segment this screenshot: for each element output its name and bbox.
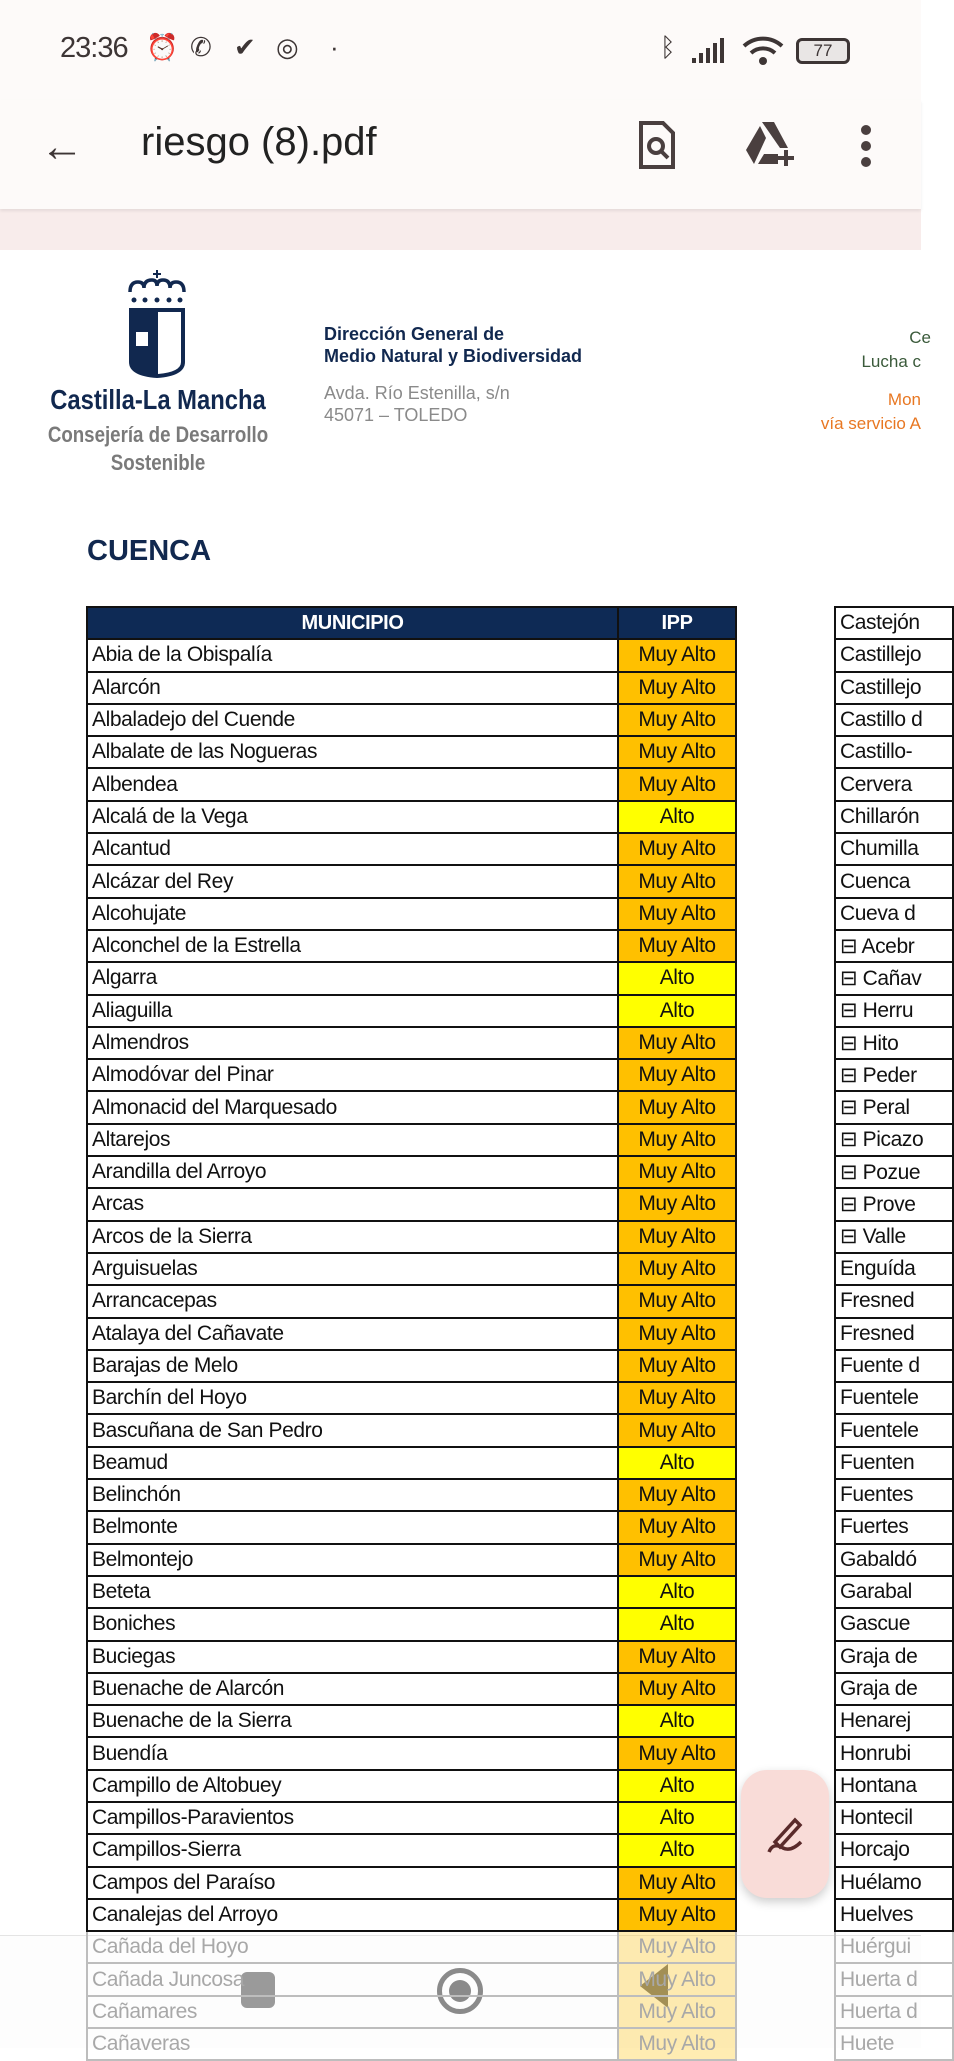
table-row <box>87 2028 736 2060</box>
municipio-cell: Arcos de la Sierra <box>87 1221 618 1253</box>
ipp-cell: Muy Alto <box>618 1479 736 1511</box>
header-municipio: MUNICIPIO <box>87 607 618 639</box>
municipio-cell: Castillo- <box>835 736 953 768</box>
app-bar <box>0 100 921 209</box>
ipp-cell: Muy Alto <box>618 704 736 736</box>
municipio-cell: Gabaldó <box>835 1544 953 1576</box>
table-row <box>835 1156 953 1188</box>
table-row <box>835 1576 953 1608</box>
table-row <box>87 801 736 833</box>
ipp-cell: Alto <box>618 1770 736 1802</box>
municipio-cell: Buciegas <box>87 1641 618 1673</box>
municipio-cell: ⊟ Herru <box>835 995 953 1027</box>
ipp-cell: Muy Alto <box>618 736 736 768</box>
municipio-cell: Albaladejo del Cuende <box>87 704 618 736</box>
ipp-cell: Alto <box>618 1802 736 1834</box>
right-header-line1: Ce <box>909 328 931 347</box>
table-row <box>835 1511 953 1543</box>
municipio-cell: Alcohujate <box>87 898 618 930</box>
table-row <box>87 898 736 930</box>
ipp-cell: Muy Alto <box>618 1318 736 1350</box>
ipp-cell: Muy Alto <box>618 1350 736 1382</box>
alarm-icon: ⏰ <box>146 32 179 62</box>
municipio-cell: Horcajo <box>835 1834 953 1866</box>
ipp-cell: Alto <box>618 1608 736 1640</box>
org-dept-line1: Consejería de Desarrollo <box>47 422 269 447</box>
table-row <box>87 1899 736 1931</box>
table-row <box>87 1641 736 1673</box>
ipp-cell: Muy Alto <box>618 1091 736 1123</box>
table-row <box>87 1511 736 1543</box>
table-row <box>835 639 953 671</box>
table-row <box>87 995 736 1027</box>
ipp-cell: Muy Alto <box>618 1673 736 1705</box>
table-row <box>87 1027 736 1059</box>
municipio-cell: ⊟ Valle <box>835 1221 953 1253</box>
municipio-cell: Albendea <box>87 768 618 800</box>
table-row <box>835 1641 953 1673</box>
municipio-cell: Huérgui <box>835 1931 953 1963</box>
table-row <box>87 1770 736 1802</box>
table-row <box>87 962 736 994</box>
ipp-cell: Muy Alto <box>618 1963 736 1995</box>
table-row <box>835 1124 953 1156</box>
status-time: 23:36 <box>60 32 128 64</box>
table-row <box>87 736 736 768</box>
municipio-cell: ⊟ Acebr <box>835 930 953 962</box>
table-row <box>87 1414 736 1446</box>
table-row <box>87 1285 736 1317</box>
find-in-page-icon[interactable] <box>637 120 677 170</box>
castilla-la-mancha-logo <box>126 270 188 380</box>
table-row <box>87 1705 736 1737</box>
annotate-pen-icon <box>763 1812 807 1856</box>
table-row <box>835 1382 953 1414</box>
section-title: CUENCA <box>87 535 212 567</box>
municipio-cell: Huélamo <box>835 1867 953 1899</box>
download-done-icon: ✔ <box>234 32 256 62</box>
ipp-cell: Muy Alto <box>618 1382 736 1414</box>
municipio-cell: Chumilla <box>835 833 953 865</box>
table-row <box>835 1350 953 1382</box>
table-row <box>835 898 953 930</box>
ipp-cell: Muy Alto <box>618 1931 736 1963</box>
municipio-cell: Alcantud <box>87 833 618 865</box>
bluetooth-icon: ᛒ <box>660 32 676 62</box>
municipio-cell: Castillejo <box>835 639 953 671</box>
header-ipp: IPP <box>618 607 736 639</box>
ipp-cell: Alto <box>618 1834 736 1866</box>
ipp-cell: Muy Alto <box>618 1253 736 1285</box>
table-row <box>87 1673 736 1705</box>
municipio-cell: ⊟ Cañav <box>835 962 953 994</box>
whatsapp-icon: ✆ <box>190 32 212 62</box>
municipio-cell: Canalejas del Arroyo <box>87 1899 618 1931</box>
table-row <box>87 1608 736 1640</box>
directorate-line1: Dirección General de <box>324 324 505 344</box>
address-line2: 45071 – TOLEDO <box>324 405 468 425</box>
table-row <box>835 1770 953 1802</box>
municipio-cell: Barajas de Melo <box>87 1350 618 1382</box>
directorate <box>324 323 582 367</box>
municipio-cell: Fresned <box>835 1318 953 1350</box>
table-row <box>87 704 736 736</box>
signal-icon <box>690 38 730 64</box>
municipio-cell: Buendía <box>87 1737 618 1769</box>
municipio-cell: Campillo de Altobuey <box>87 1770 618 1802</box>
table-row <box>87 1318 736 1350</box>
municipio-cell: Belmontejo <box>87 1544 618 1576</box>
table-row <box>87 1996 736 2028</box>
right-header-line3: Mon <box>887 390 921 409</box>
municipio-cell: Castillejo <box>835 672 953 704</box>
municipio-cell: Barchín del Hoyo <box>87 1382 618 1414</box>
table-row <box>835 607 953 639</box>
table-row <box>835 1091 953 1123</box>
ipp-cell: Muy Alto <box>618 1511 736 1543</box>
ipp-cell: Muy Alto <box>618 865 736 897</box>
ipp-cell: Alto <box>618 1447 736 1479</box>
municipio-cell: Aliaguilla <box>87 995 618 1027</box>
table-row <box>87 1447 736 1479</box>
ipp-cell: Muy Alto <box>618 1544 736 1576</box>
table-row <box>835 1253 953 1285</box>
table-row <box>835 672 953 704</box>
ipp-cell: Muy Alto <box>618 1641 736 1673</box>
municipio-cell: Honrubi <box>835 1737 953 1769</box>
municipio-cell: Bascuñana de San Pedro <box>87 1414 618 1446</box>
annotate-button[interactable] <box>741 1770 829 1898</box>
municipio-cell: Buenache de Alarcón <box>87 1673 618 1705</box>
municipio-cell: Fuentele <box>835 1414 953 1446</box>
address-line1: Avda. Río Estenilla, s/n <box>324 383 510 403</box>
municipio-cell: Almodóvar del Pinar <box>87 1059 618 1091</box>
ipp-cell: Alto <box>618 1576 736 1608</box>
ipp-cell: Muy Alto <box>618 1124 736 1156</box>
table-row <box>87 1867 736 1899</box>
municipio-cell: Fuente d <box>835 1350 953 1382</box>
table-row <box>835 704 953 736</box>
drive-add-icon[interactable] <box>742 120 798 170</box>
table-row <box>87 930 736 962</box>
table-row <box>835 1834 953 1866</box>
table-row <box>835 1673 953 1705</box>
municipio-cell: Almendros <box>87 1027 618 1059</box>
ipp-cell: Muy Alto <box>618 1156 736 1188</box>
wifi-icon <box>742 34 784 66</box>
municipio-cell: Castejón <box>835 607 953 639</box>
table-row <box>87 833 736 865</box>
municipio-cell: Huete <box>835 2028 953 2060</box>
table-row <box>835 1414 953 1446</box>
table-row <box>835 1802 953 1834</box>
ipp-cell: Muy Alto <box>618 1867 736 1899</box>
table-row <box>835 1221 953 1253</box>
table-row <box>835 1027 953 1059</box>
ipp-cell: Muy Alto <box>618 1285 736 1317</box>
municipio-cell: Alcázar del Rey <box>87 865 618 897</box>
municipio-cell: Arandilla del Arroyo <box>87 1156 618 1188</box>
directorate-line2: Medio Natural y Biodiversidad <box>324 346 583 366</box>
table-row <box>87 1479 736 1511</box>
table-row <box>87 1834 736 1866</box>
table-row <box>835 1963 953 1995</box>
battery-level: 77 <box>813 41 833 60</box>
table-row <box>835 1318 953 1350</box>
municipio-cell: ⊟ Picazo <box>835 1124 953 1156</box>
table-row <box>87 1188 736 1220</box>
ipp-cell: Alto <box>618 801 736 833</box>
municipio-cell: ⊟ Prove <box>835 1188 953 1220</box>
back-arrow-icon[interactable]: ← <box>40 122 84 171</box>
municipio-cell: Cañaveras <box>87 2028 618 2060</box>
municipio-cell: Huerta d <box>835 1996 953 2028</box>
municipio-cell: Huerta d <box>835 1963 953 1995</box>
table-row <box>835 1608 953 1640</box>
battery-icon <box>796 38 850 64</box>
ipp-cell: Muy Alto <box>618 1027 736 1059</box>
municipio-cell: Fuenten <box>835 1447 953 1479</box>
document-title: riesgo (8).pdf <box>141 120 377 164</box>
ipp-cell: Muy Alto <box>618 1899 736 1931</box>
table-row <box>835 1479 953 1511</box>
table-row <box>87 1963 736 1995</box>
municipio-cell: Cañada Juncosa <box>87 1963 618 1995</box>
table-row <box>87 639 736 671</box>
table-row <box>835 801 953 833</box>
instagram-icon: ◎ <box>276 32 299 62</box>
right-header-line2: Lucha c <box>861 352 921 371</box>
table-row <box>87 672 736 704</box>
table-row <box>87 1059 736 1091</box>
table-row <box>87 1091 736 1123</box>
municipio-cell: Fuentele <box>835 1382 953 1414</box>
municipio-cell: Huelves <box>835 1899 953 1931</box>
municipality-table-right <box>834 606 954 2061</box>
table-row <box>835 768 953 800</box>
municipio-cell: Atalaya del Cañavate <box>87 1318 618 1350</box>
municipio-cell: Albalate de las Nogueras <box>87 736 618 768</box>
table-row <box>87 1221 736 1253</box>
ipp-cell: Muy Alto <box>618 1221 736 1253</box>
table-row <box>87 1156 736 1188</box>
table-row <box>835 865 953 897</box>
municipio-cell: Arguisuelas <box>87 1253 618 1285</box>
table-row <box>835 833 953 865</box>
table-row <box>835 1285 953 1317</box>
org-name: Castilla-La Mancha <box>50 384 266 415</box>
municipio-cell: Graja de <box>835 1673 953 1705</box>
table-row <box>835 1188 953 1220</box>
municipio-cell: Belinchón <box>87 1479 618 1511</box>
ipp-cell: Muy Alto <box>618 1188 736 1220</box>
status-bar <box>0 0 921 100</box>
dot-icon: · <box>330 32 339 62</box>
table-row <box>835 995 953 1027</box>
table-row <box>87 865 736 897</box>
ipp-cell: Alto <box>618 995 736 1027</box>
municipio-cell: Belmonte <box>87 1511 618 1543</box>
table-row <box>87 1253 736 1285</box>
table-row <box>87 1544 736 1576</box>
municipio-cell: Buenache de la Sierra <box>87 1705 618 1737</box>
ipp-cell: Muy Alto <box>618 1996 736 2028</box>
municipio-cell: Arrancacepas <box>87 1285 618 1317</box>
ipp-cell: Alto <box>618 962 736 994</box>
address <box>324 382 510 426</box>
municipio-cell: Gascue <box>835 1608 953 1640</box>
ipp-cell: Muy Alto <box>618 1737 736 1769</box>
ipp-cell: Muy Alto <box>618 898 736 930</box>
table-row <box>835 1544 953 1576</box>
municipio-cell: Hontana <box>835 1770 953 1802</box>
table-row <box>835 1996 953 2028</box>
municipio-cell: Cuenca <box>835 865 953 897</box>
municipio-cell: Algarra <box>87 962 618 994</box>
municipio-cell: ⊟ Hito <box>835 1027 953 1059</box>
table-row <box>87 1350 736 1382</box>
municipio-cell: Graja de <box>835 1641 953 1673</box>
ipp-cell: Muy Alto <box>618 1414 736 1446</box>
table-row <box>87 768 736 800</box>
right-header-line4: vía servicio A <box>820 414 921 433</box>
municipio-cell: Beamud <box>87 1447 618 1479</box>
municipio-cell: Campos del Paraíso <box>87 1867 618 1899</box>
municipio-cell: Arcas <box>87 1188 618 1220</box>
municipio-cell: Almonacid del Marquesado <box>87 1091 618 1123</box>
ipp-cell: Muy Alto <box>618 1059 736 1091</box>
table-row <box>835 736 953 768</box>
table-row <box>835 1867 953 1899</box>
municipio-cell: Henarej <box>835 1705 953 1737</box>
municipio-cell: Beteta <box>87 1576 618 1608</box>
municipio-cell: Boniches <box>87 1608 618 1640</box>
table-row <box>835 962 953 994</box>
more-vert-icon[interactable] <box>860 124 872 168</box>
ipp-cell: Muy Alto <box>618 833 736 865</box>
municipio-cell: Cañada del Hoyo <box>87 1931 618 1963</box>
municipality-table-left <box>86 606 737 2061</box>
municipio-cell: Garabal <box>835 1576 953 1608</box>
table-row <box>87 1576 736 1608</box>
table-row <box>835 1705 953 1737</box>
municipio-cell: Campillos-Sierra <box>87 1834 618 1866</box>
municipio-cell: Cañamares <box>87 1996 618 2028</box>
municipio-cell: ⊟ Peder <box>835 1059 953 1091</box>
municipio-cell: Cervera <box>835 768 953 800</box>
table-row <box>87 1382 736 1414</box>
ipp-cell: Muy Alto <box>618 672 736 704</box>
table-row <box>87 1802 736 1834</box>
municipio-cell: Castillo d <box>835 704 953 736</box>
municipio-cell: ⊟ Pozue <box>835 1156 953 1188</box>
municipio-cell: ⊟ Peral <box>835 1091 953 1123</box>
municipio-cell: Campillos-Paravientos <box>87 1802 618 1834</box>
table-row <box>835 1447 953 1479</box>
municipio-cell: Hontecil <box>835 1802 953 1834</box>
municipio-cell: Cueva d <box>835 898 953 930</box>
page-gap <box>0 209 921 250</box>
org-dept-line2: Sostenible <box>110 450 206 475</box>
table-row <box>835 1737 953 1769</box>
ipp-cell: Muy Alto <box>618 2028 736 2060</box>
table-row <box>835 2028 953 2060</box>
ipp-cell: Muy Alto <box>618 639 736 671</box>
table-row <box>87 1931 736 1963</box>
ipp-cell: Muy Alto <box>618 930 736 962</box>
table-row <box>835 1899 953 1931</box>
municipio-cell: Abia de la Obispalía <box>87 639 618 671</box>
municipio-cell: Alconchel de la Estrella <box>87 930 618 962</box>
table-row <box>87 1124 736 1156</box>
municipio-cell: Alcalá de la Vega <box>87 801 618 833</box>
ipp-cell: Muy Alto <box>618 768 736 800</box>
municipio-cell: Altarejos <box>87 1124 618 1156</box>
ipp-cell: Alto <box>618 1705 736 1737</box>
municipio-cell: Fresned <box>835 1285 953 1317</box>
table-header-row <box>87 607 736 639</box>
municipio-cell: Enguída <box>835 1253 953 1285</box>
municipio-cell: Alarcón <box>87 672 618 704</box>
municipio-cell: Chillarón <box>835 801 953 833</box>
table-row <box>87 1737 736 1769</box>
table-row <box>835 930 953 962</box>
municipio-cell: Fuertes <box>835 1511 953 1543</box>
municipio-cell: Fuentes <box>835 1479 953 1511</box>
table-row <box>835 1059 953 1091</box>
table-row <box>835 1931 953 1963</box>
